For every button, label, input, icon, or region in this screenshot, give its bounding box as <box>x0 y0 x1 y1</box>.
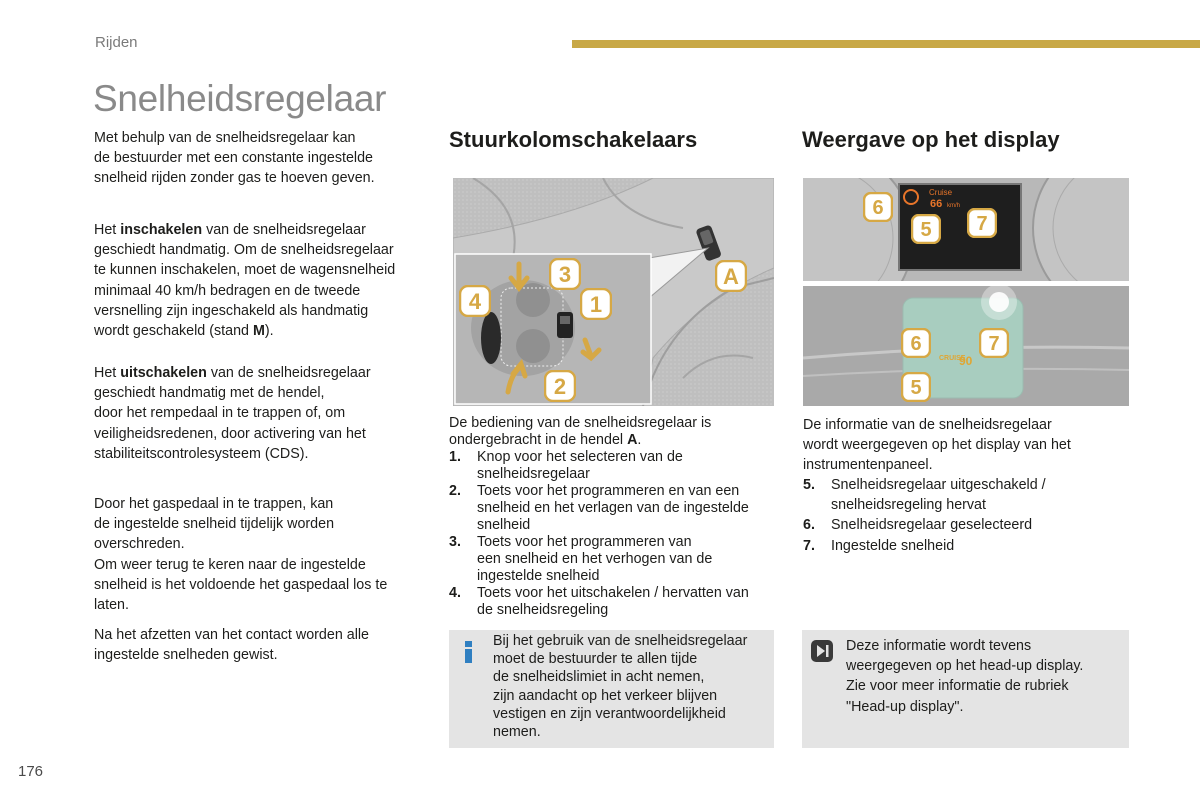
callout-badge-5 <box>911 214 941 249</box>
text-line: snelheidsregelaar <box>477 466 590 482</box>
text-line: nemen. <box>493 724 541 741</box>
steering-controls-list <box>449 449 779 619</box>
text-line: Knop voor het selecteren van de <box>477 449 683 465</box>
list-item <box>449 534 779 585</box>
header-accent-bar <box>572 40 1200 48</box>
callout-badge-a <box>715 260 747 297</box>
list-number: 1. <box>449 449 461 465</box>
display-items-list <box>803 475 1133 556</box>
override-paragraph <box>94 494 434 615</box>
text-line: de ingestelde snelheid tijdelijk worden <box>94 516 335 533</box>
text-line: snelheidsregeling hervat <box>831 497 986 514</box>
text-line: minimaal 40 km/h bedragen en de tweede <box>94 282 361 299</box>
text-line: Met behulp van de snelheidsregelaar kan <box>94 130 356 146</box>
text-line: te kunnen inschakelen, moet de wagensnelheid <box>94 262 396 279</box>
callout-badge-2 <box>544 370 576 407</box>
text-line: Toets voor het programmeren en van een <box>477 483 740 499</box>
callout-number: 2 <box>553 374 567 399</box>
text-line: De informatie van de snelheidsregelaar <box>803 417 1052 433</box>
list-number: 2. <box>449 483 461 499</box>
callout-number: 7 <box>976 213 988 235</box>
callout-number: 5 <box>920 219 932 241</box>
list-number: 6. <box>803 517 815 534</box>
callout-number: 1 <box>589 292 603 317</box>
ignition-paragraph <box>94 625 434 665</box>
text-line: Toets voor het programmeren van <box>477 534 692 550</box>
display-heading: Weergave op het display <box>802 127 1060 152</box>
callout-number: 6 <box>872 197 884 219</box>
text-line: geschiedt handmatig met de hendel, <box>94 385 325 402</box>
list-item <box>803 515 1133 535</box>
reference-box <box>802 630 1129 748</box>
text-line: overschreden. <box>94 536 185 553</box>
list-number: 4. <box>449 585 461 601</box>
text-line: "Head-up display". <box>846 698 964 715</box>
callout-badge-7 <box>979 328 1009 363</box>
callout-number: 4 <box>468 289 482 314</box>
text-line: Toets voor het uitschakelen / hervatten van <box>477 585 749 601</box>
text-line: instrumentenpaneel. <box>803 457 933 474</box>
text-line: wordt geschakeld (stand M). <box>94 323 274 340</box>
enable-paragraph <box>94 220 434 341</box>
text-line: vestigen en zijn verantwoordelijkheid <box>493 705 726 722</box>
steering-switches-heading: Stuurkolomschakelaars <box>449 127 698 152</box>
callout-badge-5 <box>901 372 931 407</box>
text-line: wordt weergegeven op het display van het <box>803 437 1071 454</box>
display-cruise-label: Cruise <box>929 188 953 197</box>
list-item <box>449 483 779 534</box>
text-line: ondergebracht in de hendel A. <box>449 432 642 448</box>
steering-column-figure <box>453 178 774 406</box>
steering-caption <box>449 415 779 449</box>
display-speed-value: 66 <box>930 198 943 210</box>
text-line: stabiliteitscontrolesysteem (CDS). <box>94 445 309 462</box>
info-icon <box>458 639 480 665</box>
callout-badge-3 <box>549 258 581 295</box>
text-line: Het uitschakelen van de snelheidsregelaar <box>94 365 371 381</box>
text-line: laten. <box>94 597 129 614</box>
text-line: snelheid rijden zonder gas te hoeven geven. <box>94 170 375 187</box>
list-number: 3. <box>449 534 461 550</box>
list-number: 5. <box>803 477 815 493</box>
text-line: door het rempedaal in te trappen of, om <box>94 405 346 422</box>
text-line: geschiedt handmatig. Om de snelheidsregelaar <box>94 242 394 259</box>
hud-cruise-label: CRUISE <box>939 355 966 362</box>
callout-number: 7 <box>988 333 1000 355</box>
text-line: snelheid <box>477 517 531 533</box>
hud-speed-value: 90 <box>959 354 973 368</box>
list-number: 7. <box>803 537 815 554</box>
text-line: de bestuurder met een constante ingestelde <box>94 150 373 167</box>
text-line: moet de bestuurder te allen tijde <box>493 651 698 668</box>
text-line: Bij het gebruik van de snelheidsregelaar <box>493 633 748 649</box>
text-line: de snelheidslimiet in acht nemen, <box>493 669 705 686</box>
callout-badge-7 <box>967 208 997 243</box>
list-item <box>803 536 1133 556</box>
text-line: weergegeven op het head-up display. <box>846 658 1084 675</box>
head-up-display-figure <box>803 286 1129 406</box>
text-line: versnelling zijn ingeschakeld als handmatig <box>94 302 369 319</box>
text-line: Snelheidsregelaar uitgeschakeld / <box>831 477 1046 493</box>
text-line: snelheid en het verlagen van de ingestelde <box>477 500 749 516</box>
callout-number: 3 <box>558 262 572 287</box>
callout-letter: A <box>723 264 739 289</box>
instrument-cluster-illustration <box>803 178 1129 281</box>
text-line: Door het gaspedaal in te trappen, kan <box>94 496 334 512</box>
text-line: een snelheid en het verhogen van de <box>477 551 713 567</box>
callout-badge-4 <box>459 285 491 322</box>
text-line: ingestelde snelheden gewist. <box>94 647 278 664</box>
text-line: Na het afzetten van het contact worden alle <box>94 627 369 643</box>
intro-paragraph <box>94 128 434 189</box>
callout-badge-1 <box>580 288 612 325</box>
text-line: De bediening van de snelheidsregelaar is <box>449 415 712 431</box>
play-forward-icon <box>811 640 833 662</box>
text-line: snelheid is het voldoende het gaspedaal los te <box>94 576 388 593</box>
reference-text <box>846 636 1126 717</box>
list-item <box>803 475 1133 515</box>
callout-badge-6 <box>901 328 931 363</box>
text-line: Het inschakelen van de snelheidsregelaar <box>94 222 366 238</box>
page-title: Snelheidsregelaar <box>93 78 387 119</box>
info-box <box>449 630 774 748</box>
text-line: veiligheidsredenen, door activering van het <box>94 425 366 442</box>
info-text <box>493 632 773 741</box>
disable-paragraph <box>94 363 434 464</box>
text-line: Om weer terug te keren naar de ingestelde <box>94 556 366 573</box>
text-line: Snelheidsregelaar geselecteerd <box>831 517 1033 534</box>
text-line: Zie voor meer informatie de rubriek <box>846 678 1069 695</box>
text-line: zijn aandacht op het verkeer blijven <box>493 687 718 704</box>
callout-badge-6 <box>863 192 893 227</box>
section-label: Rijden <box>95 34 138 51</box>
list-item <box>449 585 779 619</box>
text-line: Deze informatie wordt tevens <box>846 638 1032 654</box>
page-number: 176 <box>18 763 44 780</box>
instrument-display-figure <box>803 178 1129 281</box>
display-caption <box>803 415 1133 476</box>
display-speed-unit: km/h <box>947 203 961 209</box>
text-line: ingestelde snelheid <box>477 568 600 584</box>
text-line: Ingestelde snelheid <box>831 537 955 554</box>
text-line: de snelheidsregeling <box>477 602 609 618</box>
list-item <box>449 449 779 483</box>
head-up-display-illustration <box>803 286 1129 406</box>
callout-number: 6 <box>910 333 922 355</box>
callout-number: 5 <box>910 377 922 399</box>
